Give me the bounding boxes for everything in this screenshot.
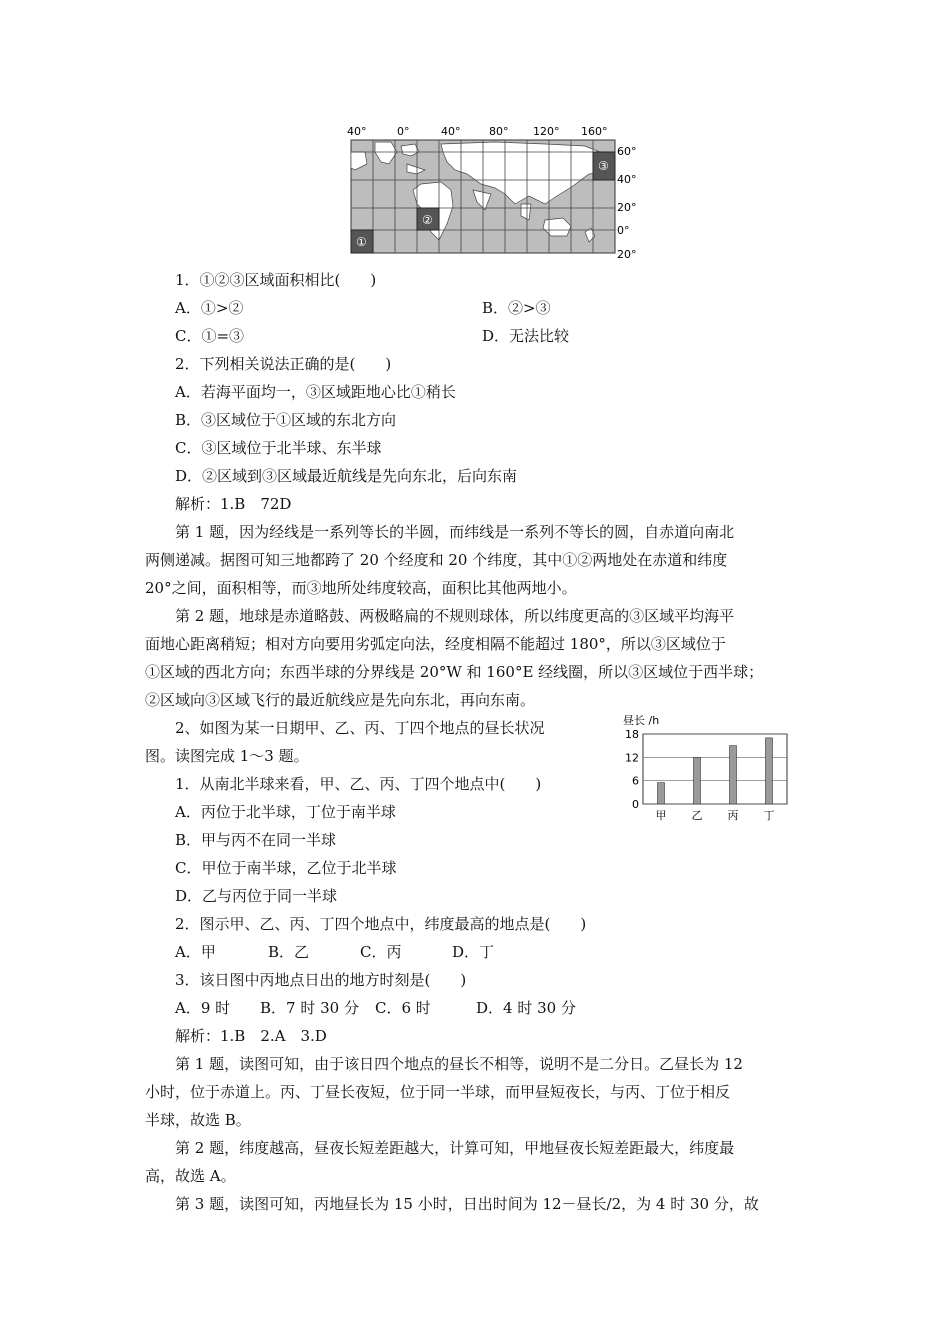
map-lat-label: 0°	[617, 224, 630, 237]
question-1-2: 2．下列相关说法正确的是( )	[175, 355, 392, 373]
map-lon-label: 0°	[397, 125, 410, 138]
explanation-line: 第 2 题，纬度越高，昼夜长短差距越大，计算可知，甲地昼夜长短差距最大，纬度最	[175, 1139, 735, 1157]
chart-bars	[658, 738, 773, 804]
region-1-label: ①	[356, 235, 367, 249]
chart-bar	[658, 783, 665, 804]
option: A．9 时	[175, 999, 231, 1017]
chart-ylabel: 昼长 /h	[623, 714, 660, 727]
intro-line: 图。读图完成 1～3 题。	[145, 747, 309, 765]
chart-xtick-label: 丁	[763, 809, 775, 822]
map-lat-label: 40°	[617, 173, 637, 186]
option: D．丁	[452, 943, 495, 961]
option: A．甲	[175, 943, 216, 961]
chart-ytick-label: 6	[632, 774, 639, 788]
option: B．甲与丙不在同一半球	[175, 831, 337, 849]
question-2-3: 3．该日图中丙地点日出的地方时刻是( )	[175, 971, 467, 989]
chart-bar	[766, 738, 773, 804]
map-lat-label: 20°	[617, 201, 637, 214]
explanation-line: 半球，故选 B。	[145, 1111, 251, 1129]
explanation-line: 高，故选 A。	[145, 1167, 236, 1185]
option: D．4 时 30 分	[476, 999, 576, 1017]
explanation-line: 第 3 题，读图可知，丙地昼长为 15 小时，日出时间为 12－昼长/2，为 4 时 30 分，故	[175, 1195, 759, 1213]
option: A．若海平面均一，③区域距地心比①稍长	[175, 383, 456, 401]
chart-xtick-label: 甲	[655, 809, 667, 822]
explanation-line: 第 1 题，读图可知，由于该日四个地点的昼长不相等，说明不是二分日。乙昼长为 12	[175, 1055, 743, 1073]
explanation-line: 面地心距离稍短；相对方向要用劣弧定向法，经度相隔不能超过 180°，所以③区域位于	[145, 635, 726, 653]
map-lat-label: 20°	[617, 248, 637, 261]
explanation-line: ①区域的西北方向；东西半球的分界线是 20°W 和 160°E 经线圈，所以③区域位于西半球；	[145, 663, 764, 681]
region-3-label: ③	[598, 159, 609, 173]
map-lon-label: 40°	[347, 125, 367, 138]
map-lon-label: 120°	[533, 125, 560, 138]
chart-xticks	[656, 809, 775, 822]
chart-ytick-label: 18	[625, 728, 639, 741]
region-2-label: ②	[422, 213, 433, 227]
question-2-2: 2．图示甲、乙、丙、丁四个地点中，纬度最高的地点是( )	[175, 915, 587, 933]
answer-line: 解析：1.B 72D	[175, 495, 292, 513]
option: B．②>③	[482, 299, 551, 317]
option: D．②区域到③区域最近航线是先向东北，后向东南	[175, 467, 518, 485]
chart-xtick-label: 乙	[691, 809, 703, 822]
map-lat-label: 60°	[617, 145, 637, 158]
option: A．丙位于北半球，丁位于南半球	[175, 803, 396, 821]
question-2-1: 1．从南北半球来看，甲、乙、丙、丁四个地点中( )	[175, 775, 542, 793]
explanation-line: 第 1 题，因为经线是一系列等长的半圆，而纬线是一系列不等长的圆，自赤道向南北	[175, 523, 735, 541]
option: B．③区域位于①区域的东北方向	[175, 411, 397, 429]
day-length-chart	[615, 710, 795, 825]
chart-ytick-label: 0	[632, 798, 639, 811]
option: C．甲位于南半球，乙位于北半球	[175, 859, 397, 877]
option: C．③区域位于北半球、东半球	[175, 439, 382, 457]
explanation-line: 两侧递减。据图可知三地都跨了 20 个经度和 20 个纬度，其中①②两地处在赤道和纬度	[145, 551, 728, 569]
map-lon-label: 40°	[441, 125, 461, 138]
map-lon-label: 80°	[489, 125, 509, 138]
chart-yticks	[625, 728, 639, 811]
option: B．乙	[268, 943, 310, 961]
option: A．①>②	[175, 299, 244, 317]
map-lon-label: 160°	[581, 125, 608, 138]
chart-bar	[694, 757, 701, 804]
option: C．6 时	[375, 999, 431, 1017]
intro-line: 2、如图为某一日期甲、乙、丙、丁四个地点的昼长状况	[175, 719, 545, 737]
explanation-line: ②区域向③区域飞行的最近航线应是先向东北，再向东南。	[145, 691, 536, 709]
chart-bar	[730, 746, 737, 804]
option: D．无法比较	[482, 327, 570, 345]
explanation-line: 小时，位于赤道上。丙、丁昼长夜短，位于同一半球，而甲昼短夜长，与丙、丁位于相反	[145, 1083, 731, 1101]
question-1-1: 1．①②③区域面积相比( )	[175, 271, 377, 289]
option: C．丙	[360, 943, 402, 961]
chart-ytick-label: 12	[625, 751, 639, 765]
world-map-figure	[345, 124, 645, 264]
option: D．乙与丙位于同一半球	[175, 887, 338, 905]
answer-line: 解析：1.B 2.A 3.D	[175, 1027, 327, 1045]
explanation-line: 20°之间，面积相等，而③地所处纬度较高，面积比其他两地小。	[145, 579, 577, 597]
option: B．7 时 30 分	[260, 999, 359, 1017]
explanation-line: 第 2 题，地球是赤道略鼓、两极略扁的不规则球体，所以纬度更高的③区域平均海平	[175, 607, 735, 625]
option: C．①=③	[175, 327, 245, 345]
chart-xtick-label: 丙	[727, 809, 739, 822]
